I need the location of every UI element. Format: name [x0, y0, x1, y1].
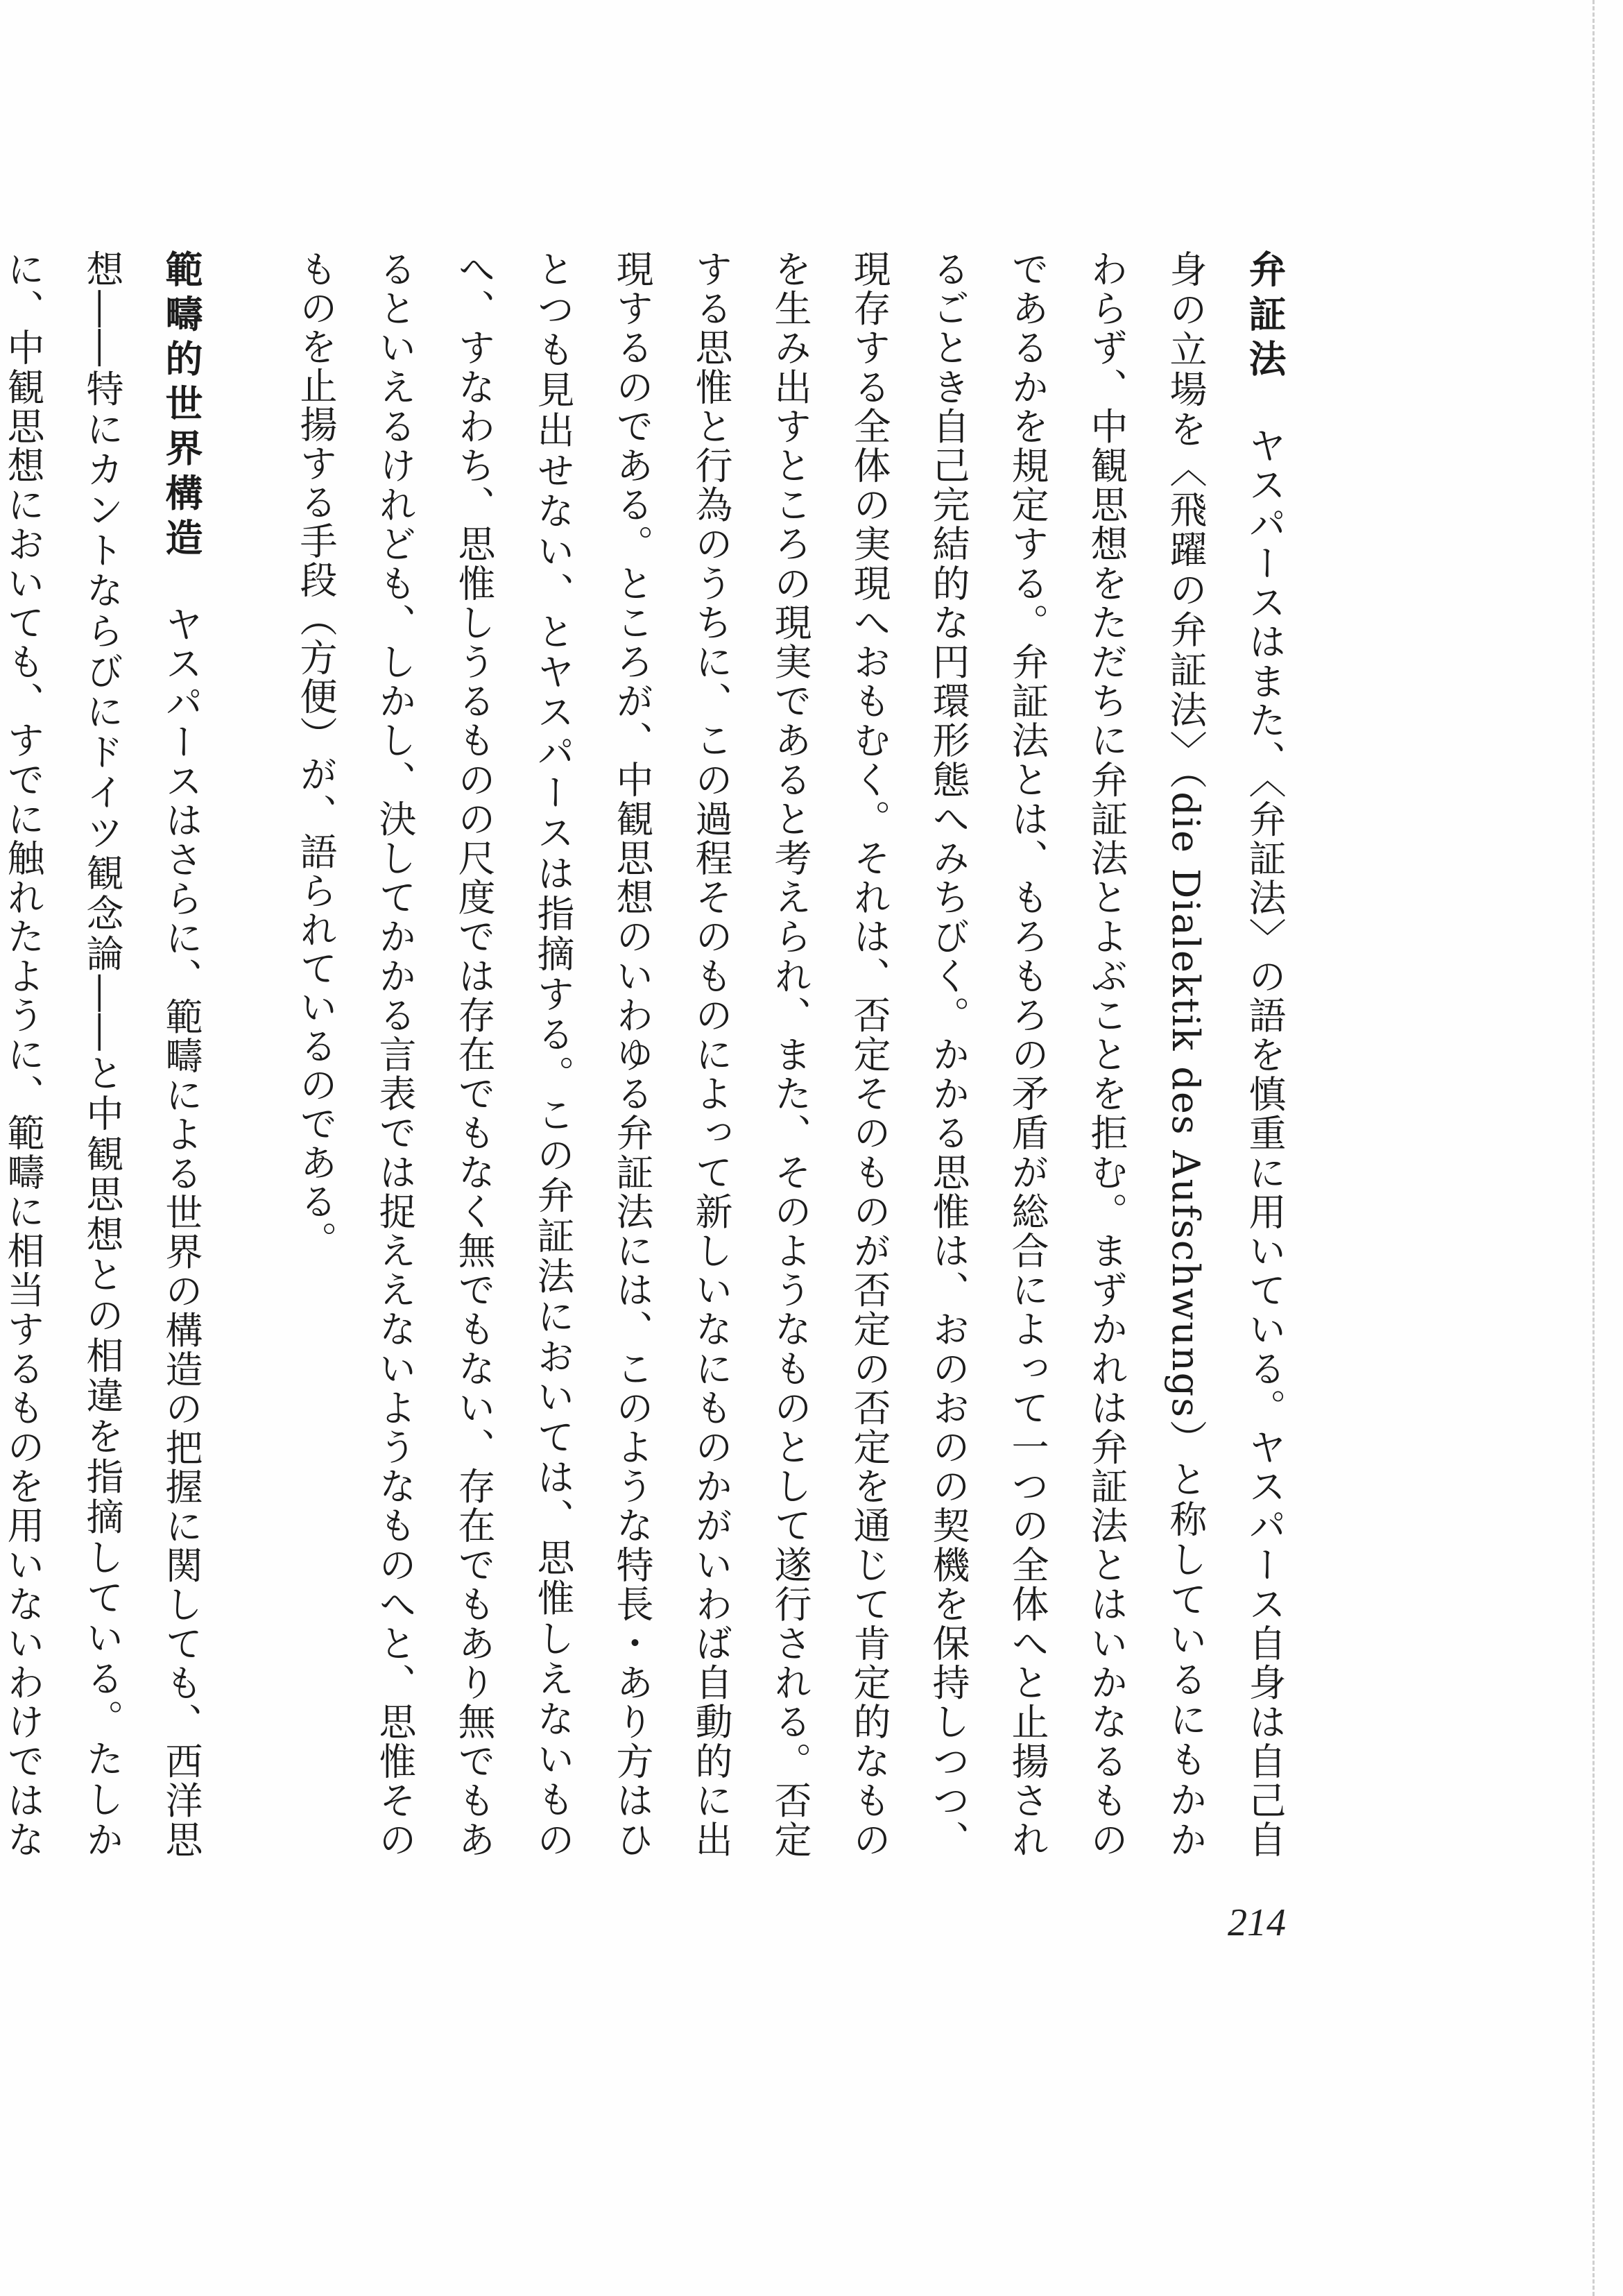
- page-edge-mark: [1592, 0, 1597, 2296]
- section-heading: 範疇的世界構造: [160, 250, 203, 563]
- section-categorical-world-structure: [0, 250, 221, 1859]
- vertical-text-body: [0, 250, 1304, 1859]
- section-body: ヤスパースはさらに、範疇による世界の構造の把握に関しても、西洋思想――特にカントならびにドイツ観念論――と中観思想との相違を指摘している。たしかに、中観思想においても、すでに触れたように、範疇に相当するものを用いないわけではな: [1, 250, 203, 1860]
- section-dialectic: [276, 250, 1304, 1859]
- section-heading: 弁証法: [1243, 250, 1287, 384]
- section-body: ヤスパースはまた、〈弁証法〉の語を慎重に用いている。ヤスパース自身は自己自身の立場を〈飛躍の弁証法〉（die Dialektik des Aufschwungs）と称しているにもかかわらず、中観思想をただちに弁証法とよぶことを拒む。まずかれは弁証法とはいかなるものであるかを規定する。弁証法とは、もろもろの矛盾が総合によって一つの全体へと止揚されるごとき自己完結的な円環形態へみちびく。かかる思惟は、おのおのの契機を保持しつつ、現存する全体の実現へおもむく。それは、否定そのものが否定の否定を通じて肯定的なものを生み出すところの現実であると考えられ、また、そのようなものとして遂行される。否定する思惟と行為のうちに、この過程そのものによって新しいなにものかがいわば自動的に出現するのである。ところが、中観思想のいわゆる弁証法には、このような特長・あり方はひとつも見出せない、とヤスパースは指摘する。この弁証法においては、思惟しえないものへ、すなわち、思惟しうるものの尺度では存在でもなく無でもない、存在でもあり無でもあるといえるけれども、しかし、決してかかる言表では捉ええないようなものへと、思惟そのものを止揚する手段（方便）が、語られているのである。: [294, 250, 1287, 1860]
- page-number: 214: [1228, 1901, 1286, 1944]
